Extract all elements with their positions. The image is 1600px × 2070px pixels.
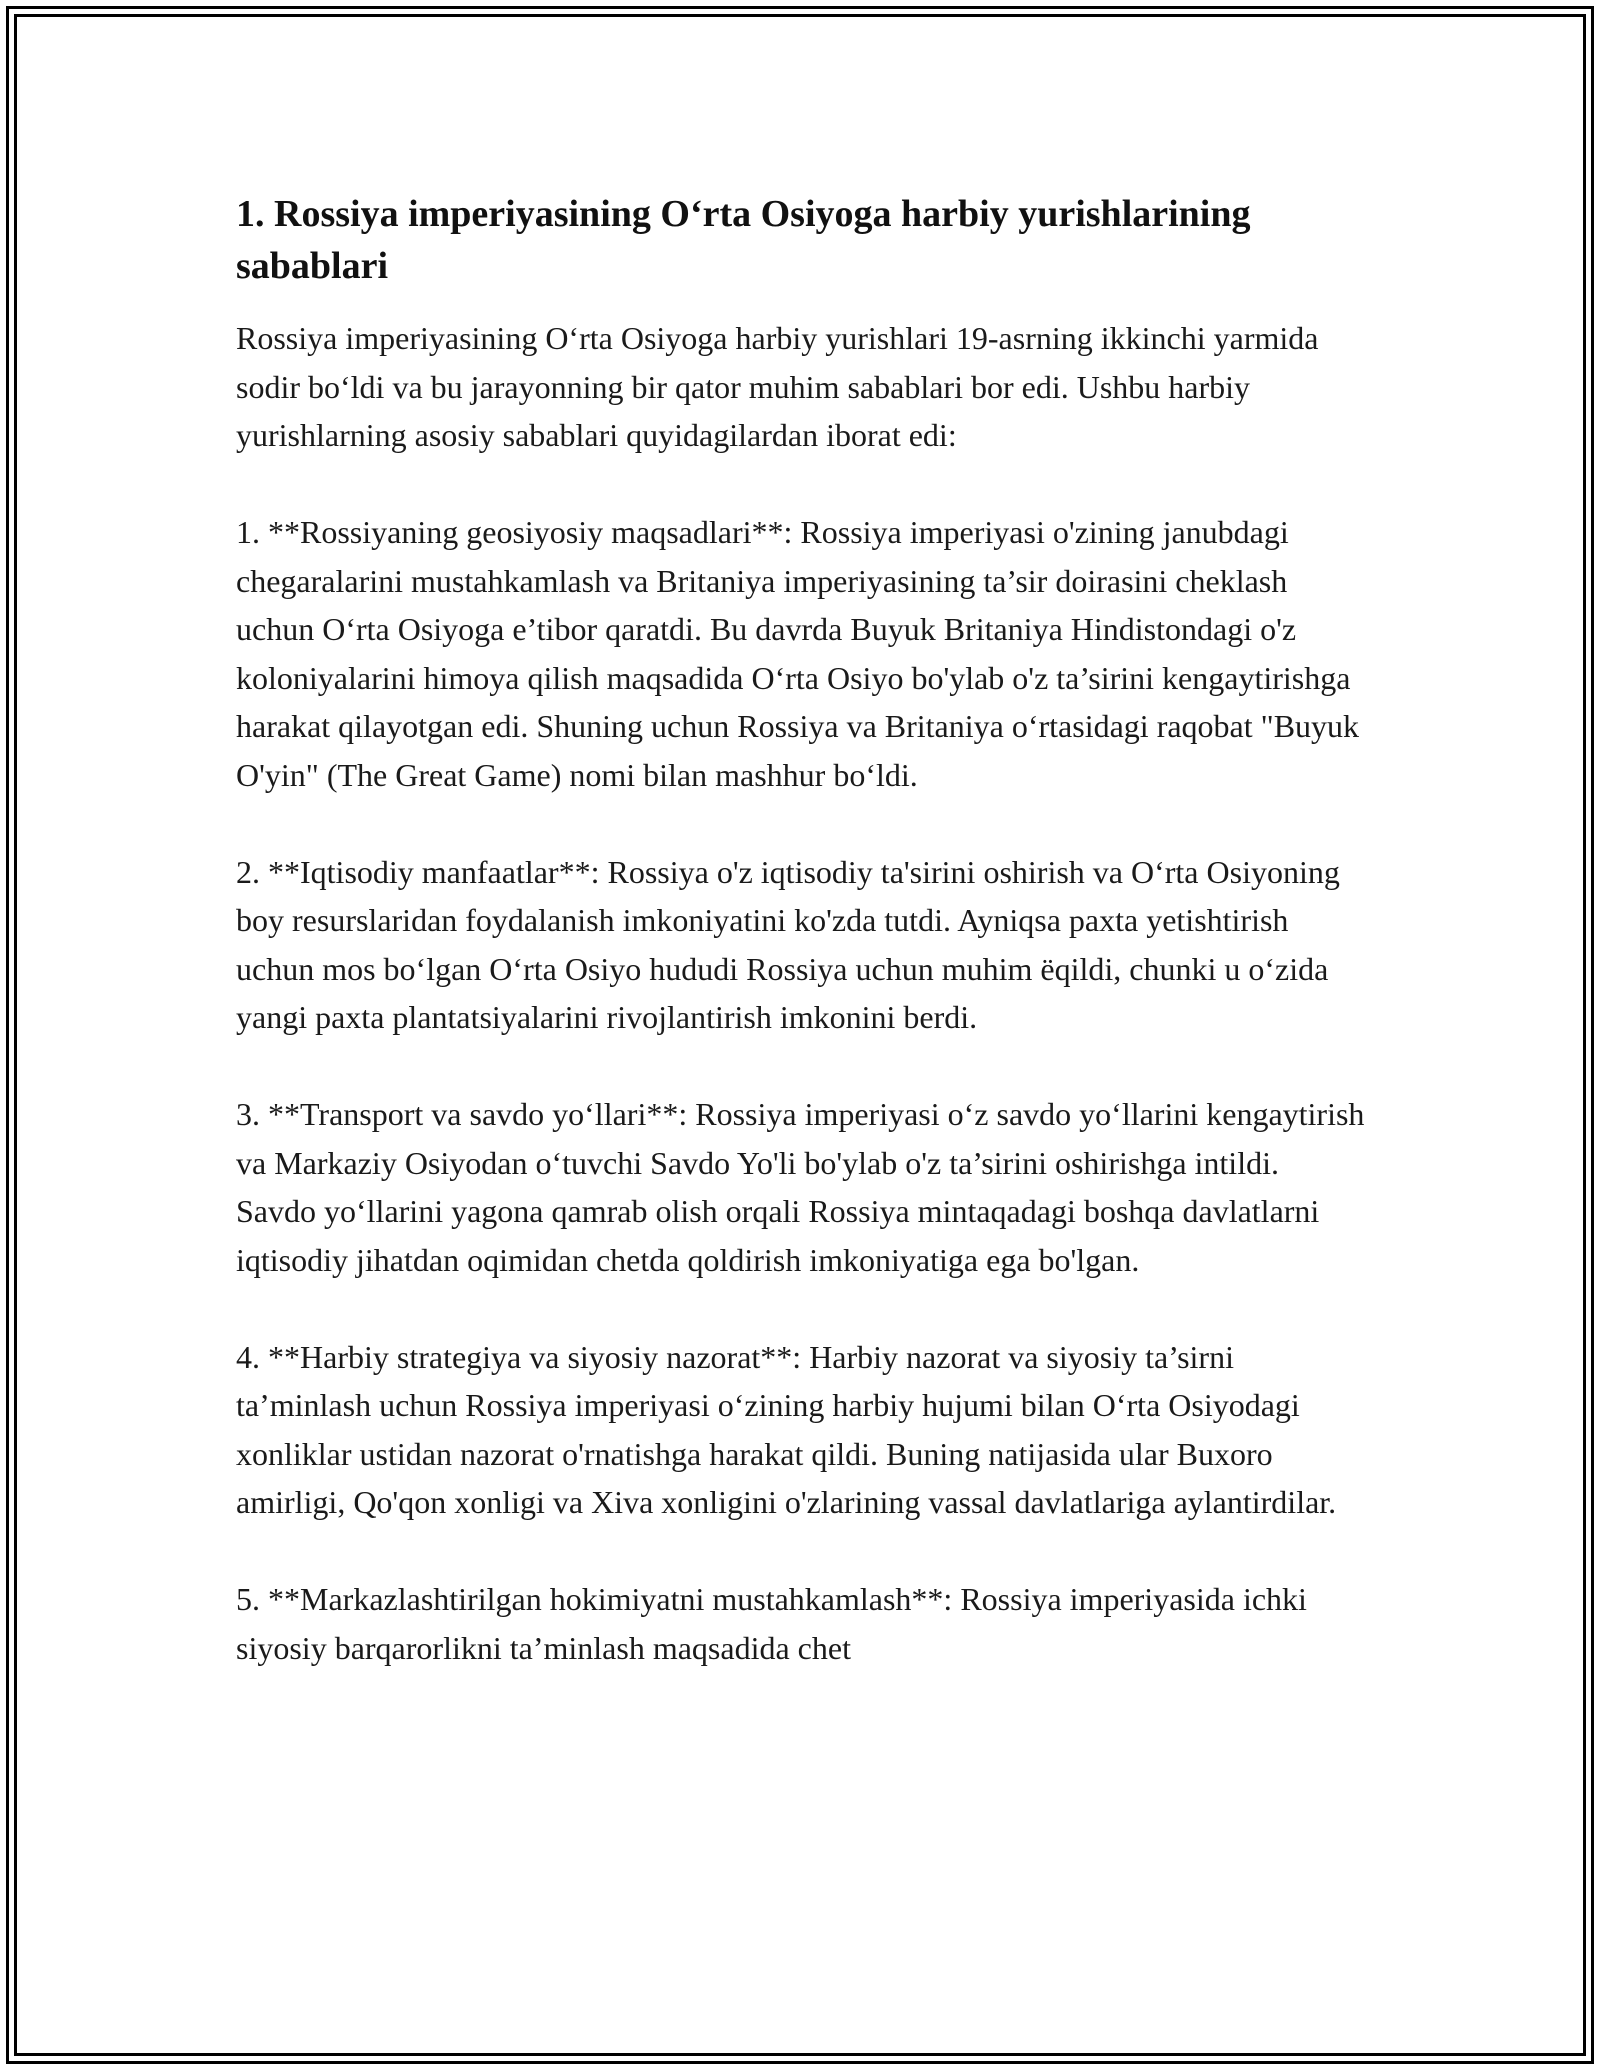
list-item-military-strategy: 4. **Harbiy strategiya va siyosiy nazorat**: Harbiy nazorat va siyosiy ta’sirni ta’minlash uchun Rossiya imperiyasi o‘zining harbiy hujumi bilan O‘rta Osiyodagi xonliklar ustidan nazorat o'rnatishga harakat qildi. Buning natijasida ular Buxoro amirligi, Qo'qon xonligi va Xiva xonligini o'zlarining vassal davlatlariga aylantirdilar. [236,1338,1337,1520]
list-item-centralization: 5. **Markazlashtirilgan hokimiyatni mustahkamlash**: Rossiya imperiyasida ichki siyosiy barqarorlikni ta’minlash maqsadida chet [236,1581,1307,1666]
list-item-transport-trade: 3. **Transport va savdo yo‘llari**: Rossiya imperiyasi o‘z savdo yo‘llarini kengaytirish va Markaziy Osiyodan o‘tuvchi Savdo Yo'li bo'ylab o'z ta’sirini oshirishga intildi. Savdo yo‘llarini yagona qamrab olish orqali Rossiya mintaqadagi boshqa davlatlarni iqtisodiy jihatdan oqimidan chetda qoldirish imkoniyatiga ega bo'lgan. [236,1096,1365,1278]
intro-paragraph: Rossiya imperiyasining O‘rta Osiyoga harbiy yurishlari 19-asrning ikkinchi yarmida sodir bo‘ldi va bu jarayonning bir qator muhim sabablari bor edi. Ushbu harbiy yurishlarning asosiy sabablari quyidagilardan iborat edi: [236,320,1319,453]
document-body [236,188,1366,1721]
section-heading: 1. Rossiya imperiyasining O‘rta Osiyoga harbiy yurishlarining sabablari [236,193,1251,287]
list-item-geopolitical: 1. **Rossiyaning geosiyosiy maqsadlari**: Rossiya imperiyasi o'zining janubdagi chegaralarini mustahkamlash va Britaniya imperiyasining ta’sir doirasini cheklash uchun O‘rta Osiyoga e’tibor qaratdi. Bu davrda Buyuk Britaniya Hindistondagi o'z koloniyalarini himoya qilish maqsadida O‘rta Osiyo bo'ylab o'z ta’sirini kengaytirishga harakat qilayotgan edi. Shuning uchun Rossiya va Britaniya o‘rtasidagi raqobat "Buyuk O'yin" (The Great Game) nomi bilan mashhur bo‘ldi. [236,514,1360,793]
list-item-economic: 2. **Iqtisodiy manfaatlar**: Rossiya o'z iqtisodiy ta'sirini oshirish va O‘rta Osiyoning boy resurslaridan foydalanish imkoniyatini ko'zda tutdi. Ayniqsa paxta yetishtirish uchun mos bo‘lgan O‘rta Osiyo hududi Rossiya uchun muhim ëqildi, chunki u o‘zida yangi paxta plantatsiyalarini rivojlantirish imkonini berdi. [236,853,1340,1035]
